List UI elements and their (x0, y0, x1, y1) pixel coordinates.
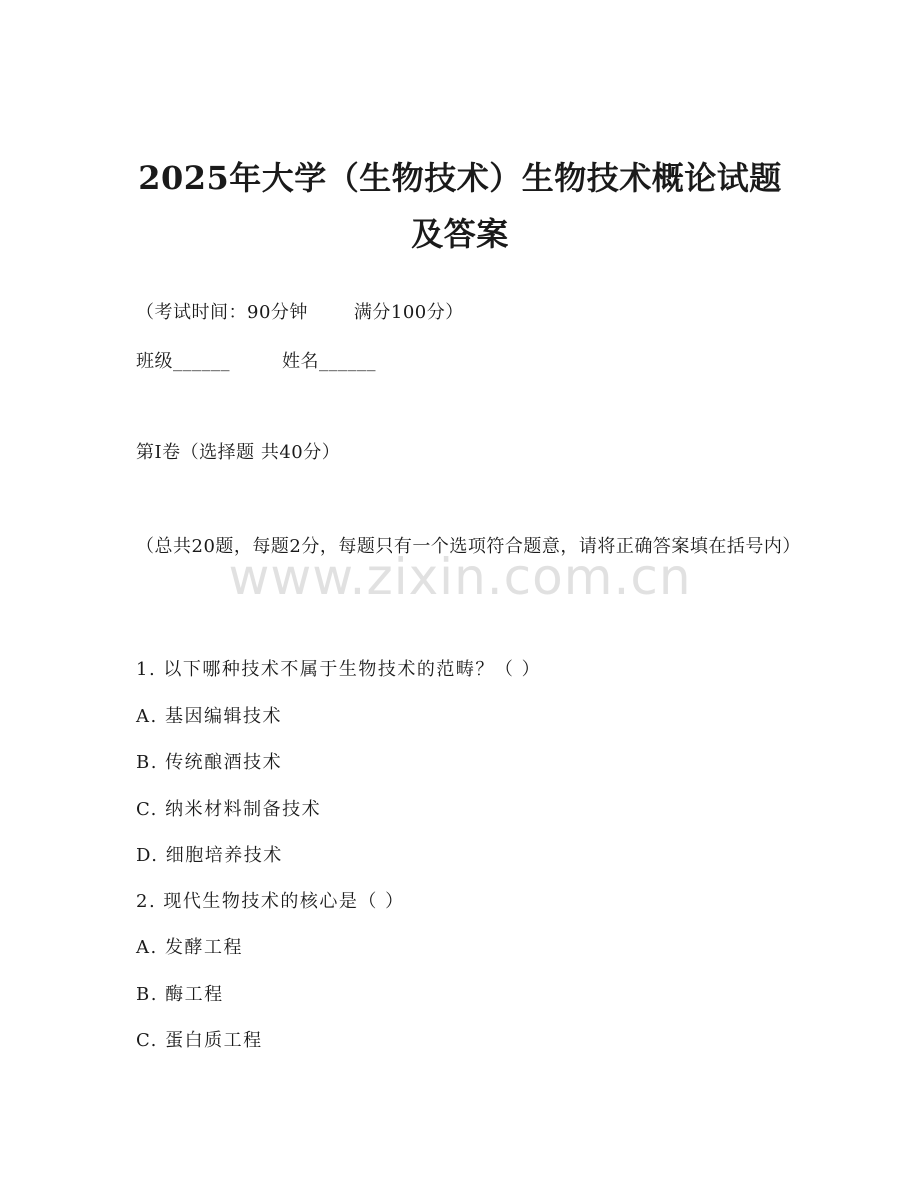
exam-info (136, 300, 464, 326)
question-2-option-c: C. 蛋白质工程 (136, 1030, 263, 1051)
document-title (0, 150, 920, 262)
question-2-stem: 2. 现代生物技术的核心是（ ） (136, 891, 405, 912)
question-1-stem: 1. 以下哪种技术不属于生物技术的范畴？（ ） (136, 659, 542, 680)
question-1-option-b: B. 传统酿酒技术 (136, 752, 283, 773)
section-heading: 第I卷（选择题 共40分） (136, 442, 341, 463)
full-score: 满分100分） (353, 302, 464, 323)
question-2-option-a: A. 发酵工程 (136, 937, 243, 958)
title-line-1: 2025年大学（生物技术）生物技术概论试题 (138, 159, 782, 197)
class-field: 班级______ (136, 351, 230, 372)
name-field: 姓名______ (282, 351, 376, 372)
watermark: www.zixin.com.cn (228, 548, 692, 606)
instructions: （总共20题，每题2分，每题只有一个选项符合题意，请将正确答案填在括号内） (136, 536, 801, 557)
question-2-option-b: B. 酶工程 (136, 984, 224, 1005)
title-line-2: 及答案 (411, 215, 509, 253)
question-1-option-a: A. 基因编辑技术 (136, 706, 282, 727)
question-1-option-d: D. 细胞培养技术 (136, 845, 283, 866)
exam-time: （考试时间：90分钟 (136, 302, 308, 323)
question-1-option-c: C. 纳米材料制备技术 (136, 799, 322, 820)
student-info (136, 349, 376, 375)
